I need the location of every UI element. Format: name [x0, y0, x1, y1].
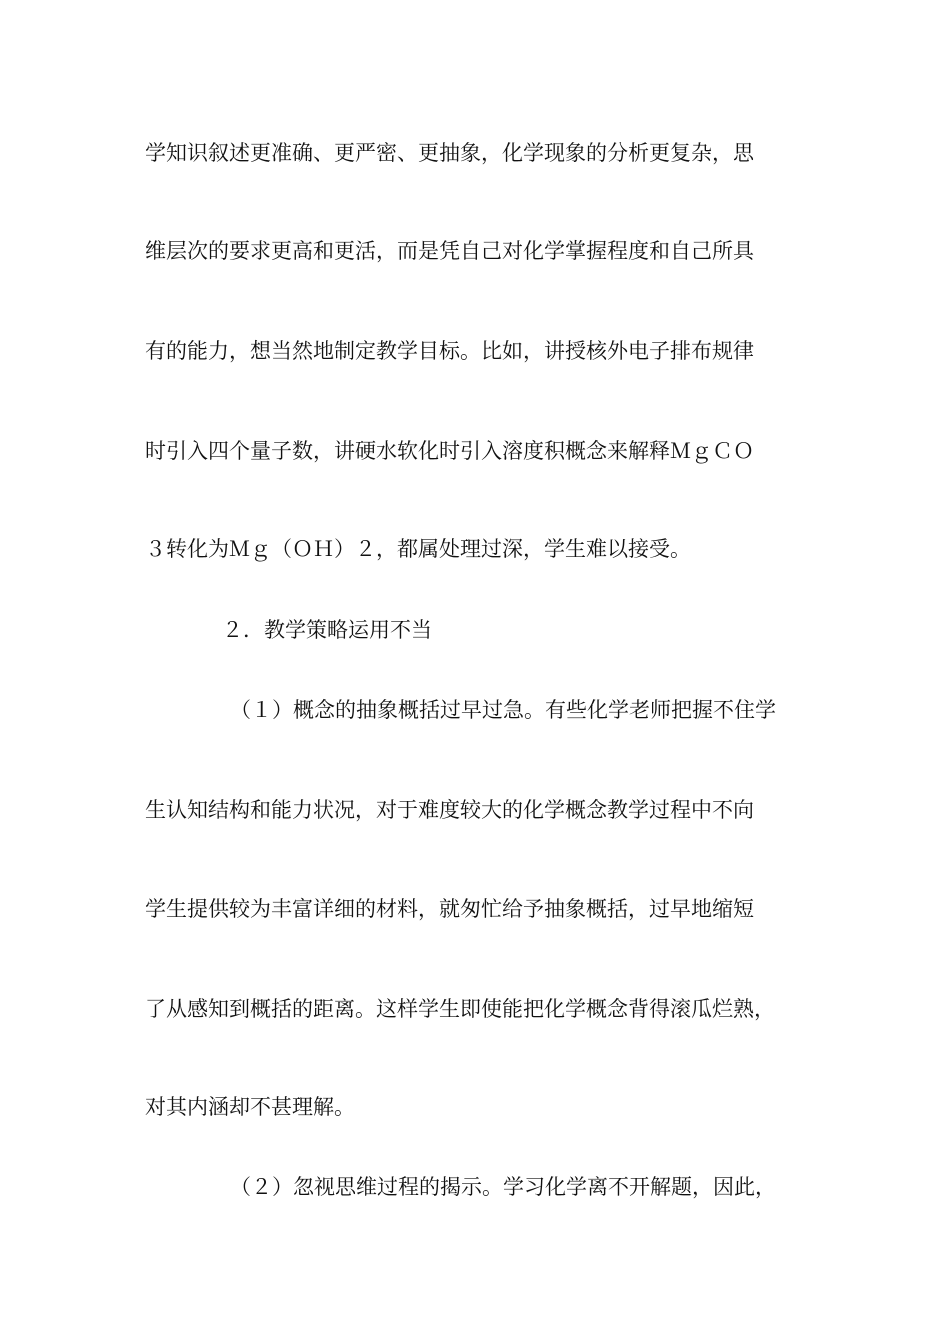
paragraph-start-1: （１）概念的抽象概括过早过急。有些化学老师把握不住学	[230, 698, 776, 722]
text-line-8: 生认知结构和能力状况，对于难度较大的化学概念教学过程中不向	[145, 798, 754, 822]
text-line-11: 对其内涵却不甚理解。	[145, 1095, 355, 1119]
text-line-10: 了从感知到概括的距离。这样学生即使能把化学概念背得滚瓜烂熟，	[145, 997, 775, 1021]
text-line-9: 学生提供较为丰富详细的材料，就匆忙给予抽象概括，过早地缩短	[145, 897, 754, 921]
text-line-5: ３转化为Ｍｇ（ＯＨ）２，都属处理过深，学生难以接受。	[145, 537, 691, 561]
text-line-1: 学知识叙述更准确、更严密、更抽象，化学现象的分析更复杂，思	[145, 141, 754, 165]
text-line-4: 时引入四个量子数，讲硬水软化时引入溶度积概念来解释ＭｇＣＯ	[145, 439, 754, 463]
paragraph-start-2: （２）忽视思维过程的揭示。学习化学离不开解题，因此，	[230, 1175, 776, 1199]
section-heading: ２．教学策略运用不当	[222, 618, 432, 642]
text-line-2: 维层次的要求更高和更活，而是凭自己对化学掌握程度和自己所具	[145, 239, 754, 263]
text-line-3: 有的能力，想当然地制定教学目标。比如，讲授核外电子排布规律	[145, 339, 754, 363]
